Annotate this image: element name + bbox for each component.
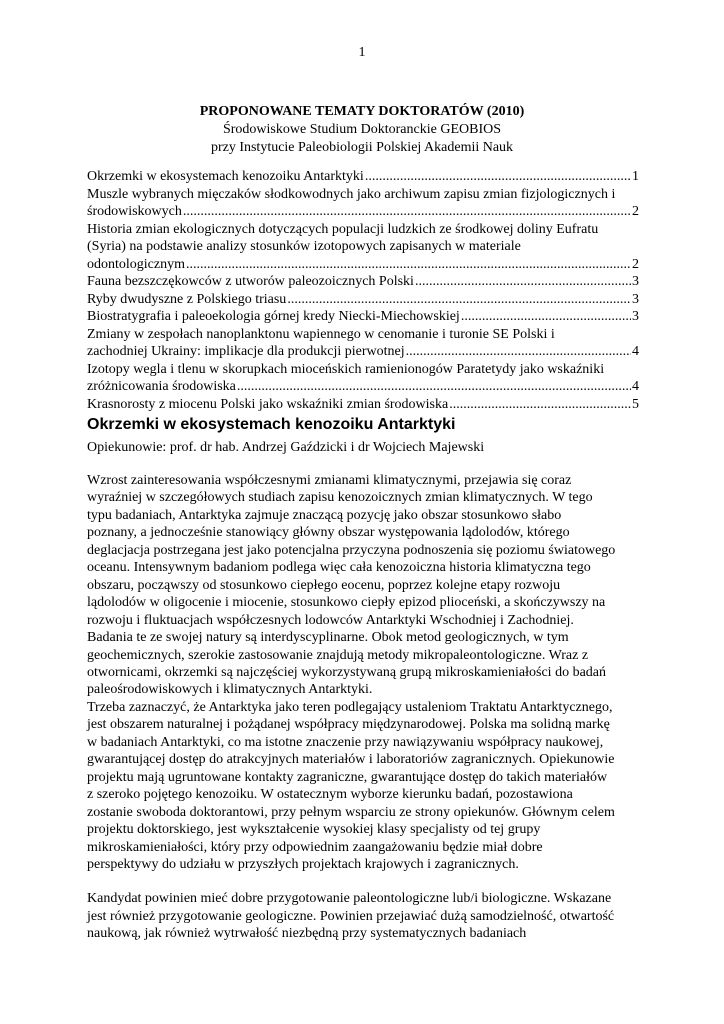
toc-page-number: 4 bbox=[632, 344, 639, 359]
paragraph-line: naukową, jak również wytrwałość niezbędną przy systematycznych badaniach bbox=[87, 926, 527, 942]
toc-entry[interactable] bbox=[87, 396, 639, 414]
paragraph-line: projektu doktorskiego, jest wykształcenie wysokiej klasy specjalisty od tej grupy bbox=[87, 822, 541, 838]
body-paragraph bbox=[87, 472, 639, 699]
toc-entry-title-line: Zmiany w zespołach nanoplanktonu wapiennego w cenomanie i turonie SE Polski i bbox=[87, 326, 555, 342]
paragraph-line: wyraźniej w szczegółowych studiach zapisu kenozoicznych zmian klimatycznych. W tego bbox=[87, 490, 593, 506]
paragraph-line: zostanie swoboda doktorantowi, przy pełnym wsparciu ze strony opiekunów. Głównym celem bbox=[87, 804, 615, 820]
toc-page-number: 1 bbox=[632, 169, 639, 184]
toc-page-number: 5 bbox=[632, 396, 639, 412]
toc-dot-leader bbox=[365, 168, 631, 186]
document-title: PROPONOWANE TEMATY DOKTORATÓW (2010) bbox=[199, 104, 525, 119]
paragraph-line: Badania te ze swojej natury są interdyscyplinarne. Obok metod geologicznych, w tym bbox=[87, 630, 569, 646]
toc-page-number: 2 bbox=[632, 256, 639, 272]
paragraph-line: w badaniach Antarktyki, co ma istotne znaczenie przy nawiązywaniu współpracy naukowej, bbox=[87, 734, 604, 750]
toc-entry-title-line: zróżnicowania środowiska bbox=[87, 379, 236, 394]
paragraph-line: oceanu. Intensywnym badaniom podlega więc cała kenozoiczna historia klimatyczna tego bbox=[87, 560, 591, 576]
paragraph-line: rozwoju i fluktuacjach współczesnych lodowców Antarktyki Wschodniej i Zachodniej. bbox=[87, 612, 574, 628]
section-heading: Okrzemki w ekosystemach kenozoiku Antarktyki bbox=[87, 416, 456, 433]
toc-entry[interactable] bbox=[87, 326, 639, 361]
toc-entry[interactable] bbox=[87, 291, 639, 309]
toc-entry-title-line: Historia zmian ekologicznych dotyczących populacji ludzkich ze środkowej doliny Eufratu bbox=[87, 221, 599, 237]
toc-page-number: 3 bbox=[632, 309, 639, 324]
supervisors-line: Opiekunowie: prof. dr hab. Andrzej Gaździcki i dr Wojciech Majewski bbox=[87, 440, 485, 455]
toc-entry-title-line: Biostratygrafia i paleoekologia górnej kredy Niecki-Miechowskiej bbox=[87, 309, 460, 324]
toc-dot-leader bbox=[406, 343, 631, 361]
toc-dot-leader bbox=[237, 378, 631, 396]
toc-dot-leader bbox=[186, 256, 631, 274]
paragraph-line: mikroskamieniałości, który przy odpowiednim zaangażowaniu będzie miał dobre bbox=[87, 839, 543, 855]
toc-entry-title-line: zachodniej Ukrainy: implikacje dla produkcji pierwotnej bbox=[87, 344, 405, 359]
toc-entry-title-line: środowiskowych bbox=[87, 204, 182, 219]
toc-entry[interactable] bbox=[87, 361, 639, 396]
paragraph-line: projektu mają ugruntowane kontakty zagraniczne, gwarantujące dostęp do takich materiałów bbox=[87, 769, 608, 785]
body-paragraph bbox=[87, 699, 639, 874]
header-subtitle: Środowiskowe Studium Doktoranckie GEOBIOS bbox=[222, 122, 502, 137]
paragraph-line: Kandydat powinien mieć dobre przygotowanie paleontologiczne lub/i biologiczne. Wskazane bbox=[87, 891, 612, 907]
paragraph-line: perspektywy do udziału w przyszłych projektach krajowych i zagranicznych. bbox=[87, 856, 519, 872]
toc-entry[interactable] bbox=[87, 186, 639, 221]
toc-entry-title-line: Okrzemki w ekosystemach kenozoiku Antarktyki bbox=[87, 169, 364, 184]
paragraph-line: Trzeba zaznaczyć, że Antarktyka jako teren podlegający ustaleniom Traktatu Antarktycznego, bbox=[87, 699, 613, 715]
toc-entry[interactable] bbox=[87, 273, 639, 291]
toc-page-number: 3 bbox=[632, 274, 639, 289]
toc-entry-title-line: (Syria) na podstawie analizy stosunków izotopowych zapisanych w materiale bbox=[87, 239, 521, 254]
toc-dot-leader bbox=[461, 308, 631, 326]
toc-dot-leader bbox=[183, 203, 631, 221]
paragraph-line: lądolodów w oligocenie i miocenie, stosunkowo ciepły epizod plioceński, a skończywszy na bbox=[87, 595, 606, 611]
header-institution: przy Instytucie Paleobiologii Polskiej Akademii Nauk bbox=[210, 140, 514, 155]
paragraph-line: jest obszarem naturalnej i pożądanej współpracy międzynarodowej. Polska ma solidną markę bbox=[87, 717, 610, 733]
page-number: 1 bbox=[358, 45, 366, 60]
paragraph-line: poznany, a jednocześnie stanowiący główny obszar występowania lądolodów, którego bbox=[87, 525, 570, 541]
paragraph-line: jest również przygotowanie geologiczne. Powinien przejawiać dużą samodzielność, otwartość bbox=[87, 908, 615, 924]
toc-dot-leader bbox=[287, 291, 631, 309]
paragraph-line: obszaru, począwszy od stosunkowo ciepłego eocenu, poprzez kolejne etapy rozwoju bbox=[87, 577, 561, 593]
toc-entry-title-line: Krasnorosty z miocenu Polski jako wskaźniki zmian środowiska bbox=[87, 396, 449, 412]
toc-entry-title-line: Ryby dwudyszne z Polskiego triasu bbox=[87, 291, 287, 307]
toc-page-number: 4 bbox=[632, 379, 639, 394]
toc-entry-title-line: Fauna bezszczękowców z utworów paleozoicznych Polski bbox=[87, 274, 414, 289]
toc-page-number: 3 bbox=[632, 291, 639, 307]
paragraph-line: otwornicami, okrzemki są najczęściej wykorzystywaną grupą mikroskamieniałości do badań bbox=[87, 664, 606, 680]
paragraph-line: Wzrost zainteresowania współczesnymi zmianami klimatycznymi, przejawia się coraz bbox=[87, 473, 572, 488]
toc-entry-title-line: Muszle wybranych mięczaków słodkowodnych jako archiwum zapisu zmian fizjologicznych i bbox=[87, 186, 616, 202]
toc-dot-leader bbox=[449, 396, 631, 414]
toc-entry[interactable] bbox=[87, 221, 639, 274]
section-body bbox=[87, 472, 639, 943]
body-paragraph bbox=[87, 890, 639, 942]
paragraph-line: gwarantującej dostęp do atrakcyjnych materiałów i laboratoriów zagranicznych. Opiekunowie bbox=[87, 752, 615, 768]
toc-page-number: 2 bbox=[632, 204, 639, 219]
table-of-contents bbox=[87, 168, 639, 413]
toc-entry-title-line: Izotopy wegla i tlenu w skorupkach mioceńskich ramienionogów Paratetydy jako wskaźniki bbox=[87, 361, 605, 377]
toc-entry-title-line: odontologicznym bbox=[87, 256, 185, 272]
paragraph-line: geochemicznych, szerokie zastosowanie znajdują metody mikropaleontologiczne. Wraz z bbox=[87, 647, 589, 663]
toc-dot-leader bbox=[415, 273, 631, 291]
toc-entry[interactable] bbox=[87, 168, 639, 186]
paragraph-line: z szeroko pojętego kenozoiku. W ostatecznym wyborze kierunku badań, pozostawiona bbox=[87, 787, 573, 803]
paragraph-line: typu badaniach, Antarktyka zajmuje znaczącą pozycję jako obszar stosunkowo słabo bbox=[87, 507, 562, 523]
toc-entry[interactable] bbox=[87, 308, 639, 326]
paragraph-line: deglacjacja postrzegana jest jako potencjalna przyczyna podnoszenia się poziomu światowego bbox=[87, 542, 616, 558]
paragraph-line: paleośrodowiskowych i klimatycznych Antarktyki. bbox=[87, 682, 373, 698]
document-header bbox=[0, 103, 724, 157]
